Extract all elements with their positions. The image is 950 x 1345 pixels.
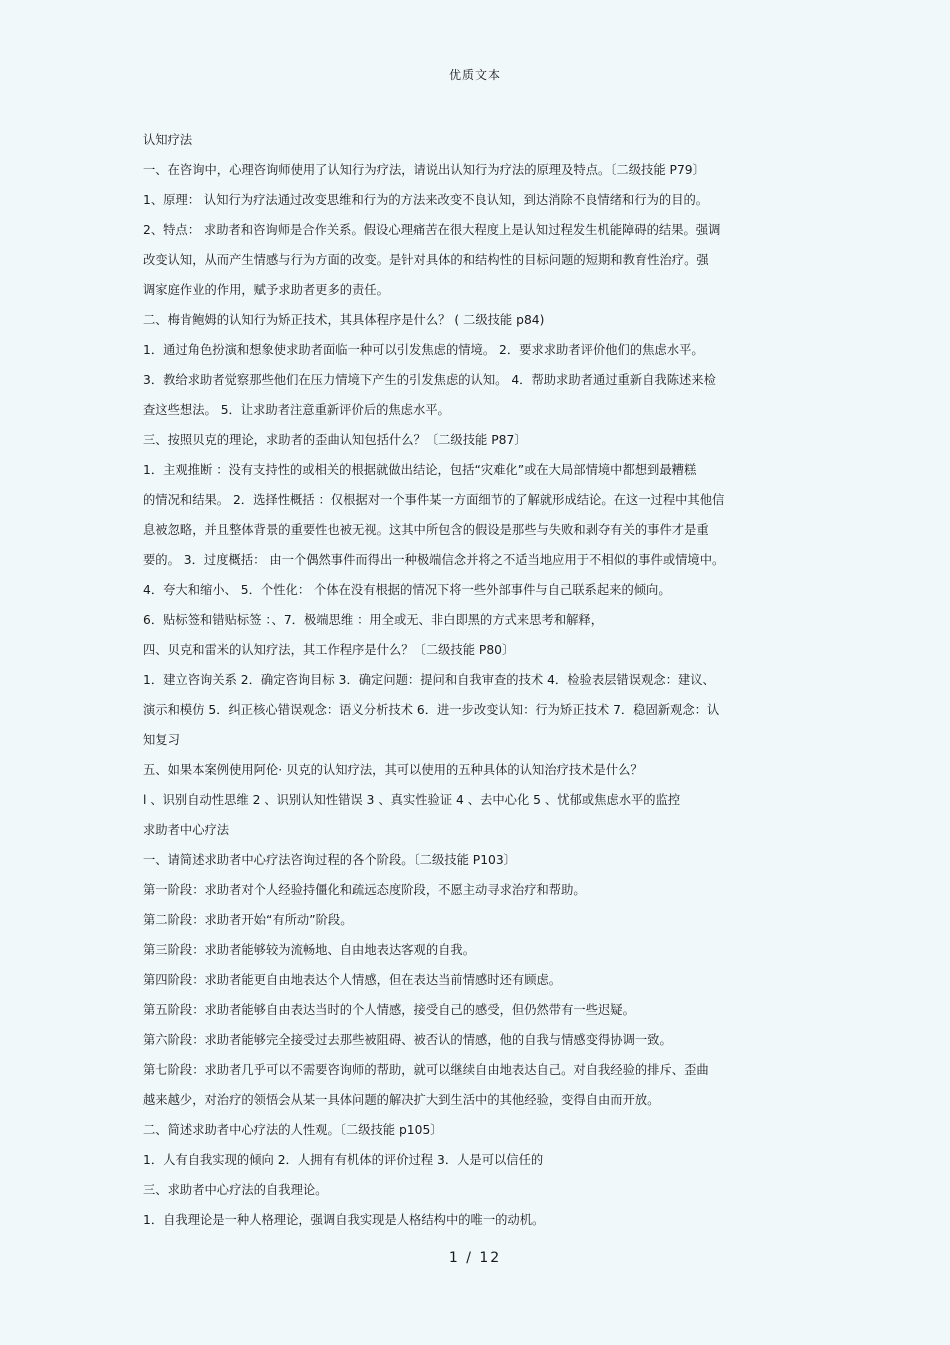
text-line: 查这些想法。 5．让求助者注意重新评价后的焦虑水平。 — [143, 403, 450, 417]
question-heading: 五、如果本案例使用阿伦· 贝克的认知疗法，其可以使用的五种具体的认知治疗技术是什么？ — [143, 763, 643, 777]
question-heading: 三、按照贝克的理论，求助者的歪曲认知包括什么？〔二级技能 P87〕 — [143, 433, 527, 447]
page-total: 12 — [479, 1250, 502, 1266]
question-heading: 二、简述求助者中心疗法的人性观。〔二级技能 p105〕 — [143, 1123, 443, 1137]
page-current: 1 — [448, 1250, 460, 1266]
text-line: 要的。 3．过度概括： 由一个偶然事件而得出一种极端信念并将之不适当地应用于不相似的事件或情境中。 — [143, 553, 725, 567]
page-header: 优质文本 — [448, 68, 501, 82]
page-number — [0, 1250, 950, 1266]
text-line: 改变认知，从而产生情感与行为方面的改变。是针对具体的和结构性的目标问题的短期和教育性治疗。强 — [143, 253, 709, 267]
question-heading: 四、贝克和雷米的认知疗法，其工作程序是什么？〔二级技能 P80〕 — [143, 643, 515, 657]
text-line: l 、识别自动性思维 2 、识别认知性错误 3 、真实性验证 4 、去中心化 5 、忧郁或焦虑水平的监控 — [143, 793, 681, 807]
text-line: 1．自我理论是一种人格理论，强调自我实现是人格结构中的唯一的动机。 — [143, 1213, 545, 1227]
section-title: 求助者中心疗法 — [143, 823, 230, 837]
text-line: 息被忽略，并且整体背景的重要性也被无视。这其中所包含的假设是那些与失败和剥夺有关的事件才是重 — [143, 523, 709, 537]
text-line: 第六阶段：求助者能够完全接受过去那些被阻碍、被否认的情感，他的自我与情感变得协调一致。 — [143, 1033, 672, 1047]
text-line: 的情况和结果。 2．选择性概括 ：仅根据对一个事件某一方面细节的了解就形成结论。在这一过程中其他信 — [143, 493, 725, 507]
text-line: 演示和模仿 5．纠正核心错误观念：语义分析技术 6．进一步改变认知：行为矫正技术 7．稳固新观念：认 — [143, 703, 720, 717]
text-line: 1、原理： 认知行为疗法通过改变思维和行为的方法来改变不良认知，到达消除不良情绪和行为的目的。 — [143, 193, 709, 207]
question-heading: 二、梅肯鲍姆的认知行为矫正技术，其具体程序是什么？ ( 二级技能 p84) — [143, 313, 545, 327]
text-line: 知复习 — [143, 733, 180, 747]
text-line: 4．夸大和缩小、 5．个性化： 个体在没有根据的情况下将一些外部事件与自己联系起来的倾向。 — [143, 583, 671, 597]
text-line: 越来越少，对治疗的领悟会从某一具体问题的解决扩大到生活中的其他经验，变得自由而开放。 — [143, 1093, 660, 1107]
text-line: 1．主观推断 ：没有支持性的或相关的根据就做出结论，包括“灾难化”或在大局部情境中都想到最糟糕 — [143, 463, 697, 477]
document-body — [143, 125, 803, 1235]
question-heading: 一、请简述求助者中心疗法咨询过程的各个阶段。〔二级技能 P103〕 — [143, 853, 516, 867]
page-separator: / — [466, 1250, 473, 1266]
text-line: 第四阶段：求助者能更自由地表达个人情感，但在表达当前情感时还有顾虑。 — [143, 973, 562, 987]
text-line: 调家庭作业的作用，赋予求助者更多的责任。 — [143, 283, 389, 297]
text-line: 1．建立咨询关系 2．确定咨询目标 3．确定问题：提问和自我审查的技术 4．检验表层错误观念：建议、 — [143, 673, 715, 687]
text-line: 第五阶段：求助者能够自由表达当时的个人情感，接受自己的感受，但仍然带有一些迟疑。 — [143, 1003, 635, 1017]
text-line: 1．通过角色扮演和想象使求助者面临一种可以引发焦虑的情境。 2．要求求助者评价他们的焦虑水平。 — [143, 343, 704, 357]
question-heading: 三、求助者中心疗法的自我理论。 — [143, 1183, 328, 1197]
text-line: 第七阶段：求助者几乎可以不需要咨询师的帮助，就可以继续自由地表达自己。对自我经验的排斥、歪曲 — [143, 1063, 709, 1077]
text-line: 第二阶段：求助者开始“有所动”阶段。 — [143, 913, 353, 927]
text-line: 第三阶段：求助者能够较为流畅地、自由地表达客观的自我。 — [143, 943, 476, 957]
text-line: 3．教给求助者觉察那些他们在压力情境下产生的引发焦虑的认知。 4．帮助求助者通过重新自我陈述来检 — [143, 373, 716, 387]
text-line: 1．人有自我实现的倾向 2．人拥有有机体的评价过程 3．人是可以信任的 — [143, 1153, 544, 1167]
text-line: 6．贴标签和错贴标签 ：、7．极端思维 ：用全或无、非白即黑的方式来思考和解释， — [143, 613, 604, 627]
question-heading: 一、在咨询中，心理咨询师使用了认知行为疗法，请说出认知行为疗法的原理及特点。〔二级技能 P79〕 — [143, 163, 705, 177]
text-line: 2、特点： 求助者和咨询师是合作关系。假设心理痛苦在很大程度上是认知过程发生机能障碍的结果。强调 — [143, 223, 721, 237]
section-title: 认知疗法 — [143, 133, 193, 147]
text-line: 第一阶段：求助者对个人经验持僵化和疏远态度阶段，不愿主动寻求治疗和帮助。 — [143, 883, 586, 897]
